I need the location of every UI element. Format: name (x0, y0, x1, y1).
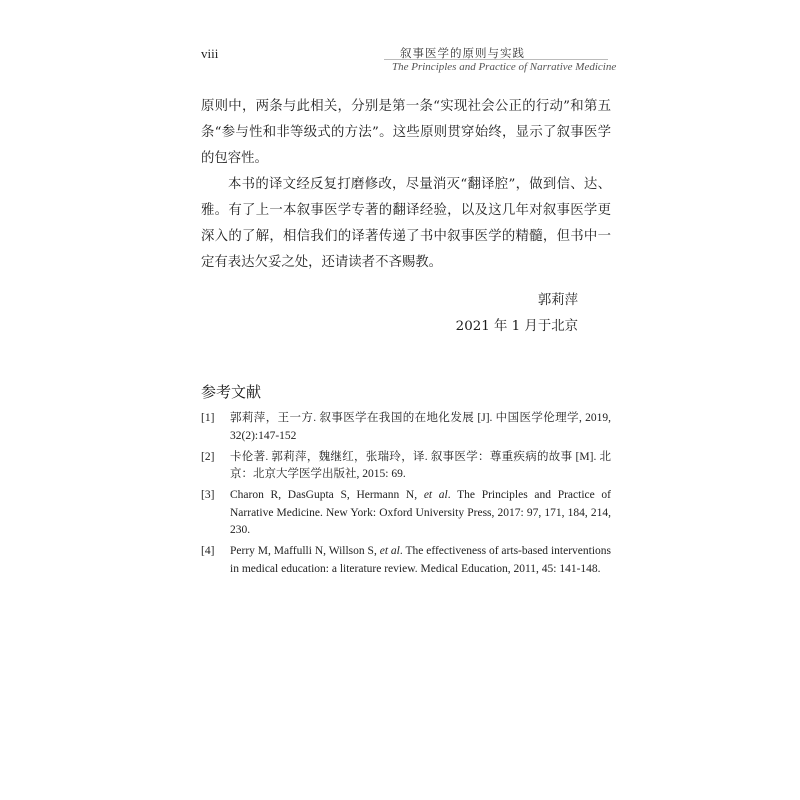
reference-text (230, 543, 611, 578)
reference-number: [3] (201, 489, 215, 501)
reference-item (201, 543, 611, 578)
references-heading: 参考文献 (201, 383, 262, 401)
reference-number: [1] (201, 412, 215, 424)
header-divider (384, 59, 608, 60)
reference-text: 郭莉萍，王一方. 叙事医学在我国的在地化发展 [J]. 中国医学伦理学, 2019, 32(2):147-152 (230, 412, 611, 442)
paragraph-2: 本书的译文经反复打磨修改，尽量消灭“翻译腔”，做到信、达、雅。有了上一本叙事医学专著的翻译经验，以及这几年对叙事医学更深入的了解，相信我们的译著传递了书中叙事医学的精髓，但书中一定有表达欠妥之处，还请读者不吝赐教。 (201, 177, 611, 270)
reference-text: 卡伦著. 郭莉萍，魏继红，张瑞玲，译. 叙事医学：尊重疾病的故事 [M]. 北京：北京大学医学出版社, 2015: 69. (230, 450, 611, 480)
reference-details: . The effectiveness of arts-based interventions in medical education: a literature review. Medical Education, 2011, 45: 141-148. (230, 545, 611, 575)
paragraph-1: 原则中，两条与此相关，分别是第一条“实现社会公正的行动”和第五条“参与性和非等级式的方法”。这些原则贯穿始终，显示了叙事医学的包容性。 (201, 99, 611, 166)
signature-name: 郭莉萍 (537, 293, 578, 308)
references-list (201, 410, 611, 582)
reference-number: [4] (201, 545, 215, 557)
et-al: et al (423, 489, 448, 501)
reference-number: [2] (201, 450, 215, 463)
body-text (201, 94, 611, 276)
reference-authors: Perry M, Maffulli N, Willson S, (230, 545, 380, 557)
signature-block (456, 288, 578, 340)
reference-item (201, 487, 611, 540)
running-header-title: 叙事医学的原则与实践 (400, 46, 525, 60)
reference-item (201, 410, 611, 445)
et-al: et al (379, 545, 400, 557)
reference-text (230, 487, 611, 540)
page-number: viii (201, 46, 219, 61)
reference-item (201, 449, 611, 484)
reference-authors: Charon R, DasGupta S, Hermann N, (230, 489, 424, 501)
running-header-subtitle: The Principles and Practice of Narrative Medicine (392, 61, 617, 73)
signature-date-place: 2021 年 1 月于北京 (455, 319, 578, 334)
reference-details: . The Principles and Practice of Narrative Medicine. New York: Oxford University Press, 2017: 97, 171, 184, 214, 230. (230, 489, 611, 536)
